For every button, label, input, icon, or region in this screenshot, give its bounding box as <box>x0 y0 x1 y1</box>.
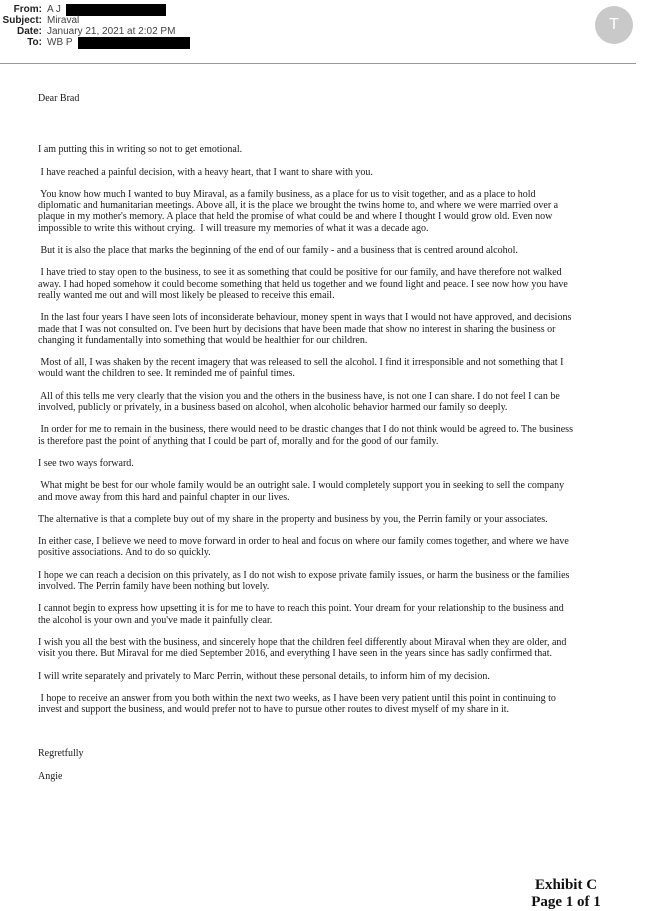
date-label: Date: <box>16 26 42 37</box>
text-line: away. I had hoped somehow it could become something that held us together and we found light and peace. I see now how you have <box>38 278 568 290</box>
paragraph: I am putting this in writing so not to get emotional. <box>38 144 243 156</box>
from-value: A J <box>47 4 61 15</box>
text-line: invest and support the business, and would prefer not to have to pursue other routes to divest myself of my share in it. <box>38 704 510 716</box>
paragraph <box>38 603 630 626</box>
paragraph <box>38 267 630 301</box>
text-line: changing it fundamentally into something that would be healthier for our children. <box>38 334 368 346</box>
to-value: WB P <box>47 37 73 48</box>
paragraph: I have reached a painful decision, with a heavy heart, that I want to share with you. <box>38 166 373 178</box>
text-line: would want the children to see. It reminded me of painful times. <box>38 368 295 380</box>
to-row <box>0 37 655 48</box>
text-line: What might be best for our whole family would be an outright sale. I would completely support you in seeking to sell the company <box>38 480 565 492</box>
text-line: I cannot begin to express how upsetting it is for me to have to reach this point. Your dream for your relationship to the business and <box>38 603 564 615</box>
header-divider <box>0 63 636 64</box>
text-line: In the last four years I have seen lots of inconsiderate behaviour, money spent in ways that I would not have approved, and decisions <box>38 312 572 324</box>
text-line: really wanted me out and will most likely be pleased to receive this email. <box>38 289 335 301</box>
email-header <box>0 4 655 48</box>
text-line: In order for me to remain in the business, there would need to be drastic changes that I do not think would be agreed to. The business <box>38 424 573 436</box>
paragraph <box>38 693 630 716</box>
paragraph <box>38 391 630 414</box>
date-value: January 21, 2021 at 2:02 PM <box>47 26 176 37</box>
from-row <box>0 4 655 15</box>
text-line: made that I was not consulted on. I've been hurt by decisions that have been made that show no interest in sharing the business or <box>38 323 556 335</box>
text-line: impossible to write this without crying. I will treasure my memories of what it was a decade ago. <box>38 222 429 234</box>
redaction-bar <box>78 37 190 49</box>
page-count: Page 1 of 1 <box>531 894 601 910</box>
sender-avatar <box>595 6 633 44</box>
text-line: In either case, I believe we need to move forward in order to heal and focus on where our family comes together, and where we have <box>38 536 569 548</box>
exhibit-stamp <box>520 877 612 911</box>
date-row <box>0 26 655 37</box>
text-line: You know how much I wanted to buy Miraval, as a family business, as a place for us to visit together, and as a place to hold <box>38 188 536 200</box>
paragraph <box>38 424 630 447</box>
paragraph: I see two ways forward. <box>38 457 134 469</box>
from-label: From: <box>13 4 42 15</box>
text-line: visit you there. But Miraval for me died September 2016, and everything I have seen in the years since has sadly confirmed that. <box>38 648 553 660</box>
paragraph: I will write separately and privately to Marc Perrin, without these personal details, to inform him of my decision. <box>38 670 490 682</box>
paragraph <box>38 357 630 380</box>
paragraph <box>38 536 630 559</box>
text-line: involved, publicly or privately, in a business based on alcohol, when alcoholic behavior harmed our family so deeply. <box>38 402 508 414</box>
letter-body <box>38 93 630 782</box>
text-line: Most of all, I was shaken by the recent imagery that was released to sell the alcohol. I find it irresponsible and not something that I <box>38 357 564 369</box>
redaction-bar <box>66 4 166 16</box>
closing: Regretfully <box>38 748 84 760</box>
text-line: positive associations. And to do so quickly. <box>38 547 211 559</box>
text-line: involved. The Perrin family have been nothing but lovely. <box>38 581 270 593</box>
paragraph <box>38 570 630 593</box>
text-line: I hope to receive an answer from you both within the next two weeks, as I have been very patient until this point in continuing to <box>38 692 556 704</box>
signature: Angie <box>38 770 63 782</box>
text-line: and move away from this hard and painful chapter in our lives. <box>38 491 290 503</box>
subject-label: Subject: <box>2 15 42 26</box>
paragraph: But it is also the place that marks the beginning of the end of our family - and a business that is centred around alcohol. <box>38 245 518 257</box>
text-line: I have tried to stay open to the business, to see it as something that could be positive for our family, and have therefore not walked <box>38 267 562 279</box>
paragraph: The alternative is that a complete buy out of my share in the property and business by you, the Perrin family or your associates. <box>38 513 548 525</box>
text-line: diplomatic and humanitarian meetings. Above all, it is the place we brought the twins home to, and where we were married over a <box>38 200 559 212</box>
text-line: the alcohol is your own and you've made it painfully clear. <box>38 614 273 626</box>
text-line: is therefore past the point of anything that I could be part of, morally and for the good of our family. <box>38 435 439 447</box>
paragraph <box>38 189 630 234</box>
exhibit-label: Exhibit C <box>534 877 598 893</box>
paragraph <box>38 312 630 346</box>
text-line: plaque in my mother's memory. A place that held the promise of what could be and where I thought I would grow old. Even now <box>38 211 553 223</box>
subject-value: Miraval <box>47 15 80 26</box>
paragraph <box>38 480 630 503</box>
paragraph <box>38 637 630 660</box>
greeting: Dear Brad <box>38 93 80 104</box>
avatar-initial: T <box>609 16 619 33</box>
text-line: All of this tells me very clearly that the vision you and the others in the business have, is not one I can share. I do not feel I can be <box>38 390 560 402</box>
subject-row <box>0 15 655 26</box>
text-line: I hope we can reach a decision on this privately, as I do not wish to expose private family issues, or harm the business or the families <box>38 569 570 581</box>
to-label: To: <box>27 37 42 48</box>
text-line: I wish you all the best with the business, and sincerely hope that the children feel differently about Miraval when they are older, and <box>38 636 567 648</box>
